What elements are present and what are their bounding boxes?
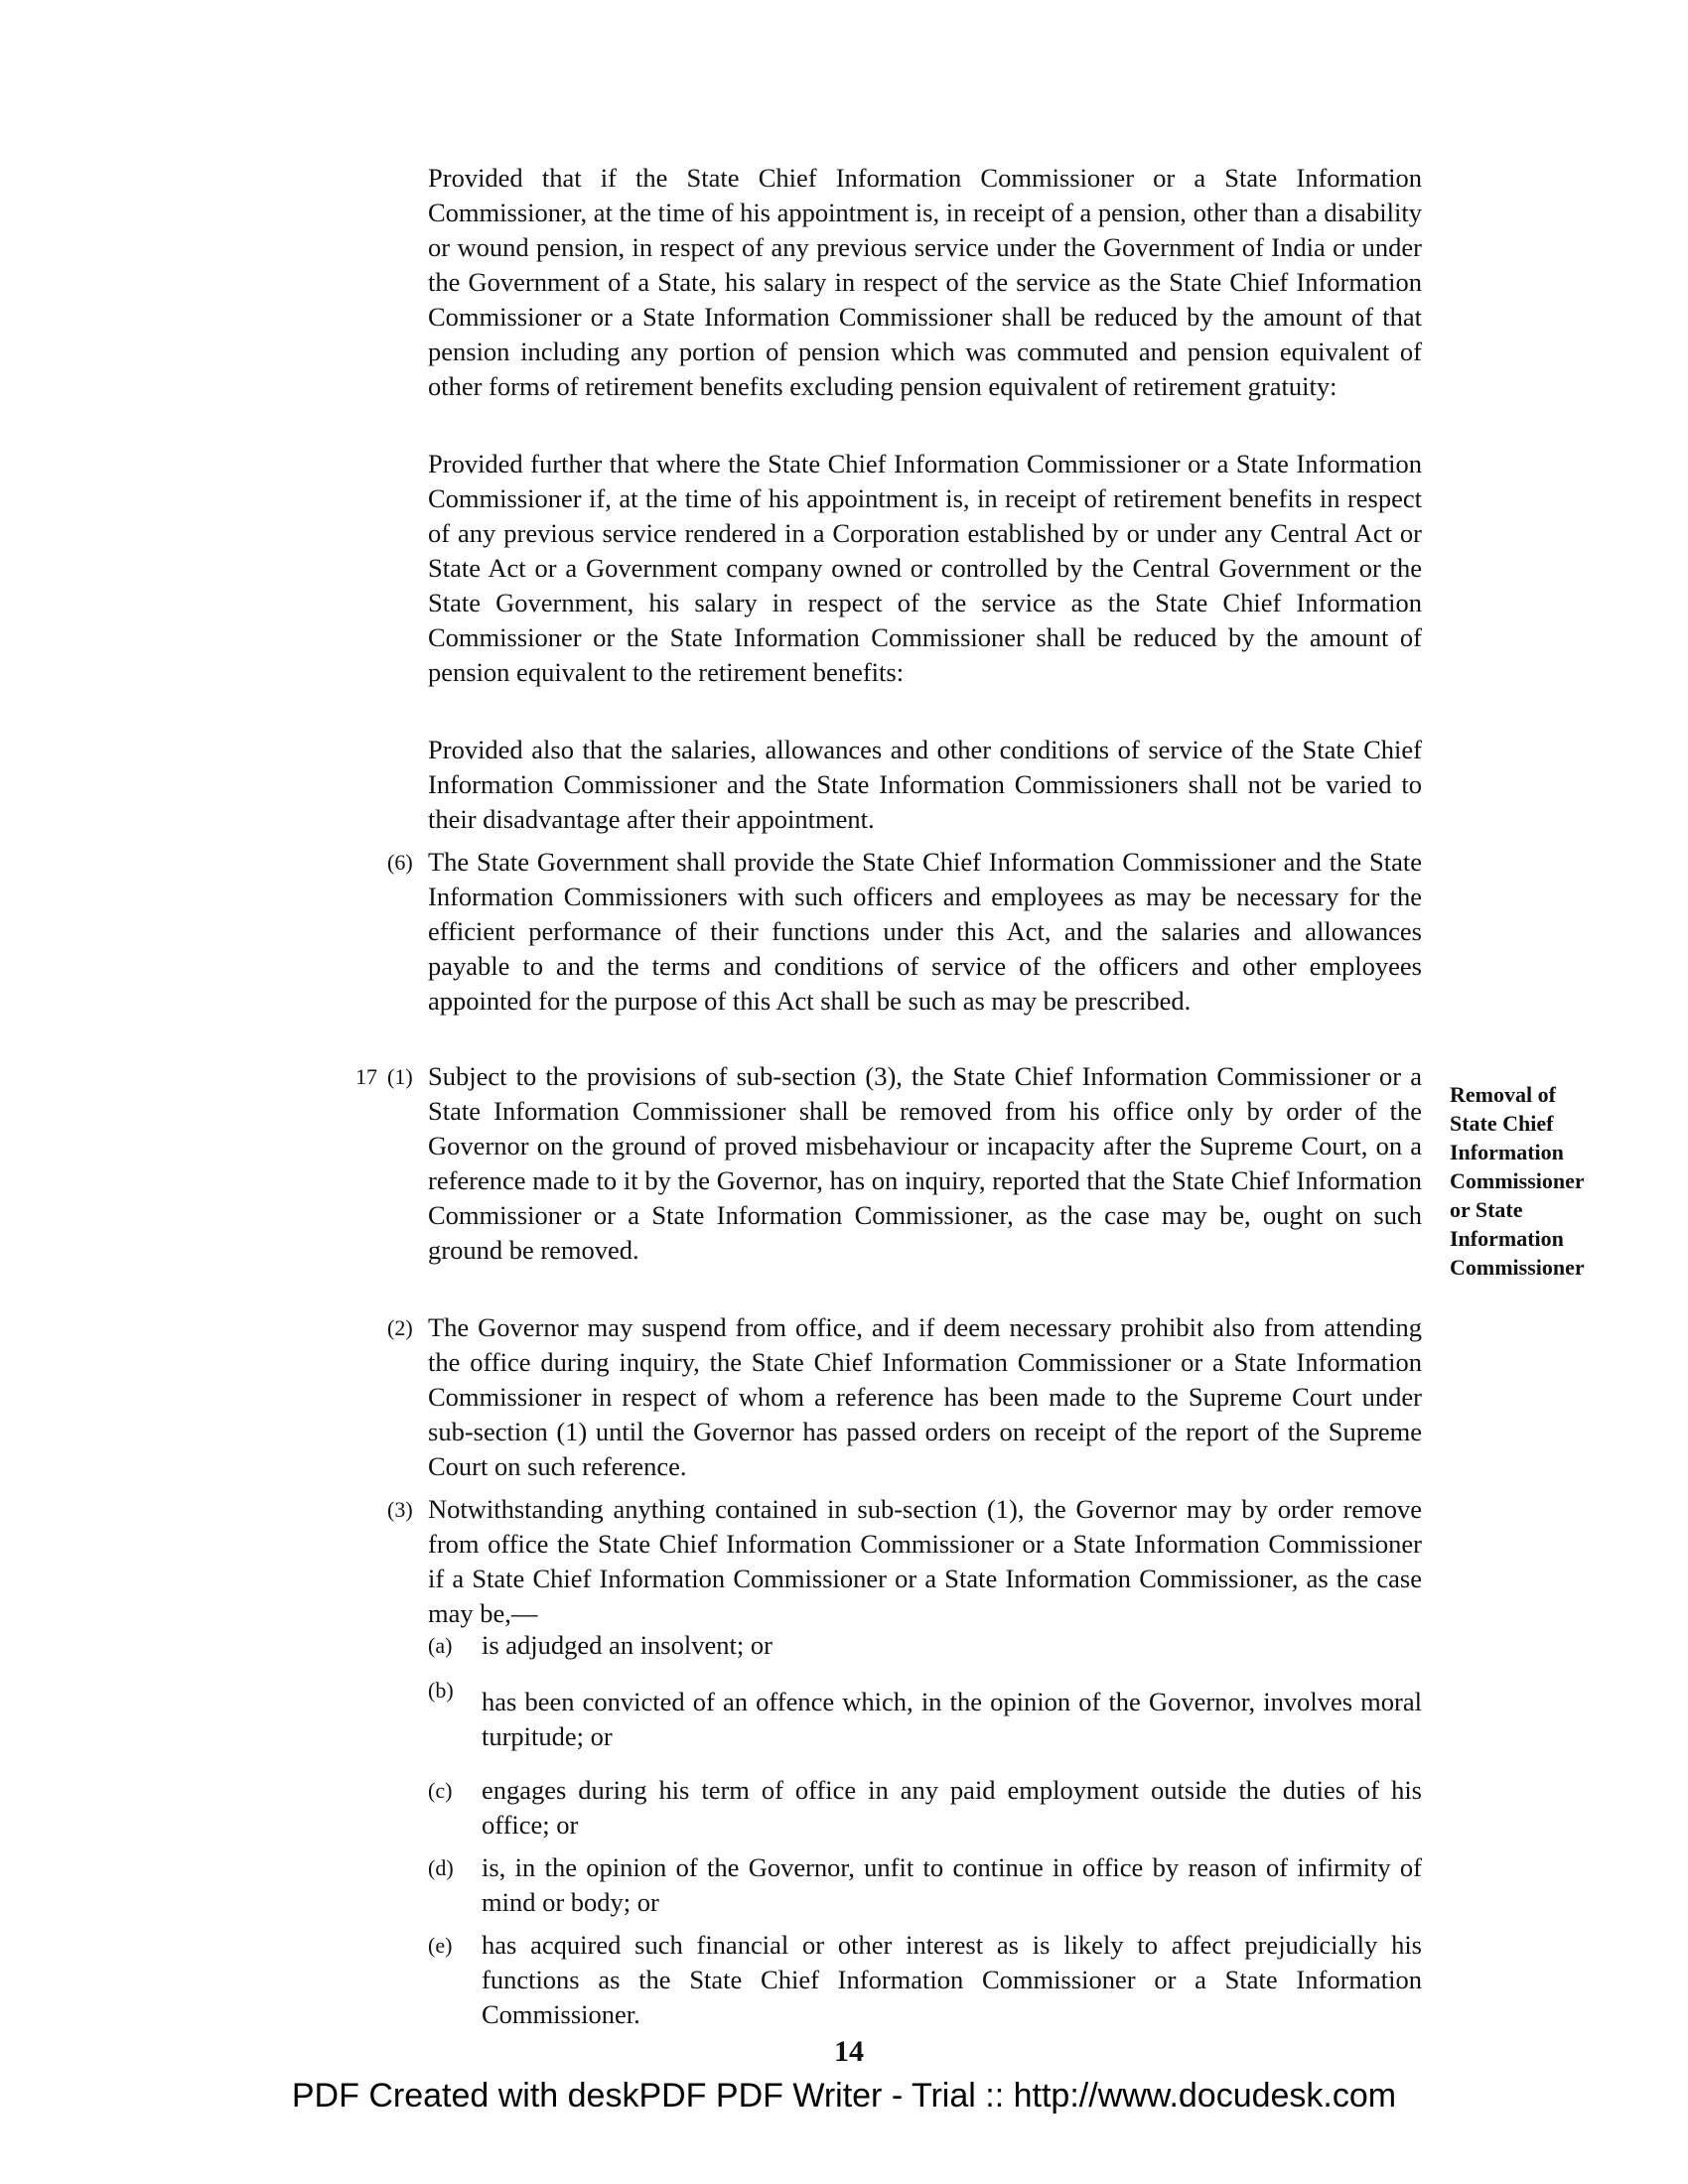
subsection-number-3: (3): [387, 1497, 413, 1522]
clause-a-text: is adjudged an insolvent; or: [482, 1630, 773, 1660]
section-17-3-text: Notwithstanding anything contained in sub-section (1), the Governor may by order remove from office the State Chief Information Commissioner or a State Information Commissioner if a State Chief Information Commissioner or a State Information Commissioner, as the case may be,—: [428, 1494, 1422, 1628]
clause-b-text: has been convicted of an offence which, in the opinion of the Governor, involves moral turpitude; or: [482, 1687, 1422, 1751]
clause-c-text: engages during his term of office in any paid employment outside the duties of his office; or: [482, 1775, 1422, 1840]
clause-letter-d: (d): [428, 1855, 454, 1880]
clause-letter-a: (a): [428, 1633, 453, 1658]
clause-letter-b: (b): [428, 1678, 454, 1703]
proviso-paragraph-2: Provided further that where the State Chief Information Commissioner or a State Information Commissioner if, at the time of his appointment is, in receipt of retirement benefits in respect of any previous service rendered in a Corporation established by or under any Central Act or State Act or a Government company owned or controlled by the Central Government or the State Government, his salary in respect of the service as the State Chief Information Commissioner or the State Information Commissioner shall be reduced by the amount of pension equivalent to the retirement benefits:: [428, 449, 1422, 687]
clause-d-text: is, in the opinion of the Governor, unfit to continue in office by reason of infirmity of mind or body; or: [482, 1852, 1422, 1917]
section-number-17: 17: [355, 1064, 377, 1089]
section-17-2-text: The Governor may suspend from office, and if deem necessary prohibit also from attending the office during inquiry, the State Chief Information Commissioner or a State Information Commissioner in respect of whom a reference has been made to the Supreme Court under sub-section (1) until the Governor has passed orders on receipt of the report of the Supreme Court on such reference.: [428, 1312, 1422, 1481]
subsection-number-1: (1): [387, 1064, 413, 1089]
subsection-number-2: (2): [387, 1315, 413, 1340]
subsection-6-text: The State Government shall provide the State Chief Information Commissioner and the State Information Commissioners with such officers and employees as may be necessary for the efficient performance of their functions under this Act, and the salaries and allowances payable to and the terms and conditions of service of the officers and other employees appointed for the purpose of this Act shall be such as may be prescribed.: [428, 847, 1422, 1016]
page-number: 14: [834, 2035, 864, 2068]
subsection-number-6: (6): [387, 850, 413, 875]
section-17-1-text: Subject to the provisions of sub-section (3), the State Chief Information Commissioner or a State Information Commissioner shall be removed from his office only by order of the Governor on the ground of proved misbehaviour or incapacity after the Supreme Court, on a reference made to it by the Governor, has on inquiry, reported that the State Chief Information Commissioner or a State Information Commissioner, as the case may be, ought on such ground be removed.: [428, 1061, 1422, 1265]
clause-letter-e: (e): [428, 1933, 453, 1958]
clause-e-text: has acquired such financial or other interest as is likely to affect prejudicially his functions as the State Chief Information Commissioner or a State Information Commissioner.: [482, 1930, 1422, 2029]
proviso-paragraph-3: Provided also that the salaries, allowances and other conditions of service of the State Chief Information Commissioner and the State Information Commissioners shall not be varied to their disadvantage after their appointment.: [428, 735, 1422, 834]
margin-note: Removal of State Chief Information Commissioner or State Information Commissioner: [1450, 1082, 1585, 1280]
proviso-paragraph-1: Provided that if the State Chief Information Commissioner or a State Information Commissioner, at the time of his appointment is, in receipt of a pension, other than a disability or wound pension, in respect of any previous service under the Government of India or under the Government of a State, his salary in respect of the service as the State Chief Information Commissioner or a State Information Commissioner shall be reduced by the amount of that pension including any portion of pension which was commuted and pension equivalent of other forms of retirement benefits excluding pension equivalent of retirement gratuity:: [428, 163, 1422, 401]
clause-letter-c: (c): [428, 1778, 453, 1803]
pdf-watermark-footer: PDF Created with deskPDF PDF Writer - Trial :: http://www.docudesk.com: [291, 2077, 1397, 2115]
